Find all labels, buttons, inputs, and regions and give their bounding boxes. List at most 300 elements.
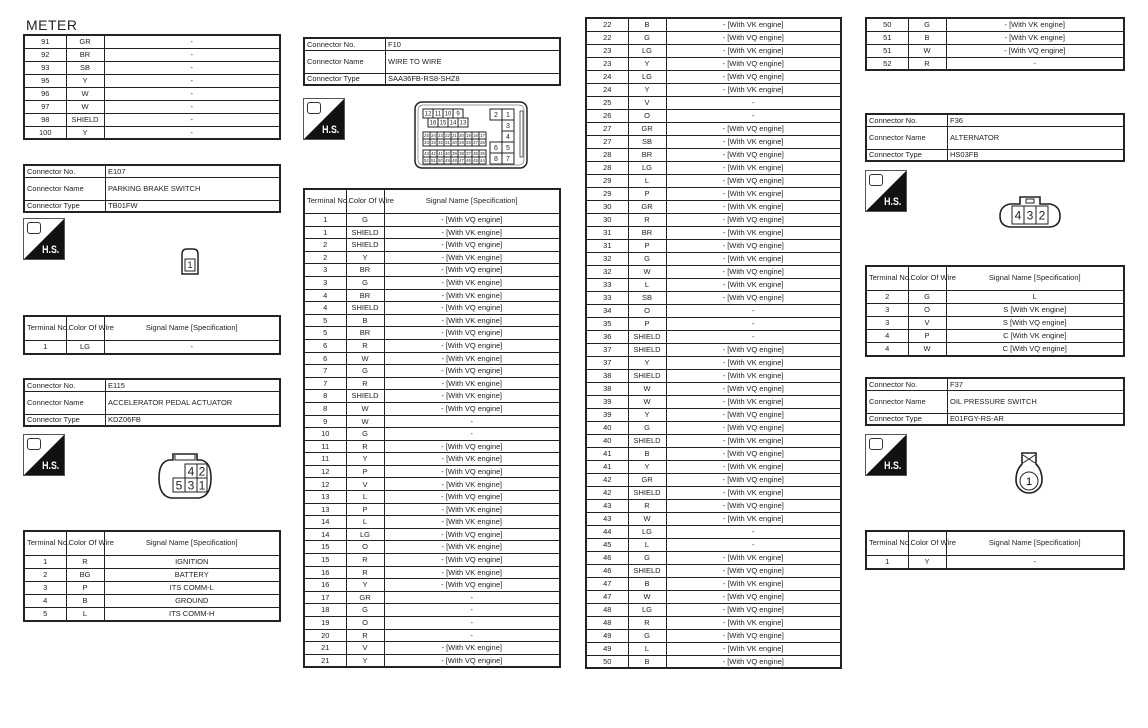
wire-color: P	[346, 465, 384, 478]
pin-number: 5	[175, 478, 183, 493]
wire-color: GR	[628, 473, 666, 486]
terminal-no: 14	[304, 516, 346, 529]
signal-name: - [With VK engine]	[384, 516, 560, 529]
wire-color: BR	[346, 264, 384, 277]
terminal-no: 96	[24, 87, 66, 100]
terminal-no: 47	[586, 590, 628, 603]
signal-name: IGNITION	[104, 556, 280, 569]
signal-name: - [With VQ engine]	[666, 408, 841, 421]
table-row	[24, 126, 280, 139]
pin-number: 17	[480, 133, 485, 139]
table-row	[24, 35, 280, 48]
connector-no-label: Connector No.	[24, 379, 106, 391]
wire-color: SHIELD	[346, 226, 384, 239]
terminal-no: 15	[304, 541, 346, 554]
table-row	[304, 516, 560, 529]
connector-type-label: Connector Type	[866, 149, 948, 161]
table-row	[586, 31, 841, 44]
pin-number: 31	[445, 140, 450, 146]
header-terminal: Terminal No.	[866, 531, 908, 556]
connector-name-value: ACCELERATOR PEDAL ACTUATOR	[106, 391, 281, 414]
terminal-no: 9	[304, 415, 346, 428]
wire-color: B	[346, 314, 384, 327]
pin-number: 4	[506, 134, 510, 142]
e115-connector-diagram	[155, 450, 215, 502]
signal-name: -	[666, 525, 841, 538]
signal-name: - [With VK engine]	[666, 434, 841, 447]
terminal-no: 14	[304, 528, 346, 541]
connector-info-f36	[865, 113, 1125, 162]
wire-color: G	[346, 276, 384, 289]
connector-no-label: Connector No.	[866, 114, 948, 126]
wire-color: W	[908, 343, 946, 356]
f10-terminal-table-1	[303, 188, 561, 668]
pin-number: 5	[506, 145, 510, 153]
terminal-no: 3	[24, 582, 66, 595]
signal-name: -	[384, 629, 560, 642]
table-header	[24, 316, 280, 341]
pin-number: 51	[431, 158, 436, 164]
signal-name: -	[666, 96, 841, 109]
table-row	[586, 239, 841, 252]
table-row	[304, 377, 560, 390]
terminal-no: 52	[866, 57, 908, 70]
f10-terminal-table-2	[585, 17, 842, 669]
terminal-no: 46	[586, 564, 628, 577]
signal-name: - [With VK engine]	[384, 251, 560, 264]
header-signal: Signal Name [Specification]	[104, 531, 280, 556]
connector-info-f10	[303, 37, 561, 86]
wire-color: O	[628, 109, 666, 122]
header-signal: Signal Name [Specification]	[946, 531, 1124, 556]
wire-color: V	[346, 642, 384, 655]
wire-color: B	[66, 595, 104, 608]
table-row	[586, 382, 841, 395]
signal-name: - [With VQ engine]	[666, 70, 841, 83]
terminal-no: 2	[304, 251, 346, 264]
wire-color: BR	[628, 226, 666, 239]
wire-color: R	[346, 566, 384, 579]
terminal-no: 21	[304, 654, 346, 667]
wire-color: SHIELD	[628, 343, 666, 356]
terminal-no: 45	[586, 538, 628, 551]
terminal-no: 47	[586, 577, 628, 590]
signal-name: - [With VK engine]	[666, 135, 841, 148]
terminal-no: 1	[866, 556, 908, 569]
table-row	[304, 528, 560, 541]
wire-color: B	[628, 655, 666, 668]
signal-name: - [With VK engine]	[666, 616, 841, 629]
harness-side-icon	[303, 98, 345, 140]
terminal-no: 27	[586, 135, 628, 148]
table-row	[586, 252, 841, 265]
table-row	[586, 421, 841, 434]
signal-name: - [With VK engine]	[384, 314, 560, 327]
terminal-no: 32	[586, 265, 628, 278]
wire-color: SHIELD	[346, 302, 384, 315]
wire-color: L	[346, 516, 384, 529]
wire-color: P	[908, 330, 946, 343]
signal-name: -	[946, 57, 1124, 70]
terminal-no: 3	[304, 276, 346, 289]
wire-color: L	[346, 491, 384, 504]
wire-color: LG	[628, 525, 666, 538]
table-row	[866, 31, 1124, 44]
signal-name: - [With VQ engine]	[384, 239, 560, 252]
connector-info-e107	[23, 164, 281, 213]
f36-connector-diagram	[998, 194, 1062, 230]
signal-name: - [With VK engine]	[666, 395, 841, 408]
signal-name: - [With VQ engine]	[666, 239, 841, 252]
terminal-no: 3	[866, 304, 908, 317]
signal-name: - [With VK engine]	[666, 278, 841, 291]
terminal-no: 1	[304, 214, 346, 227]
wire-color: Y	[628, 356, 666, 369]
table-row	[586, 551, 841, 564]
terminal-no: 8	[304, 390, 346, 403]
connector-name-label: Connector Name	[866, 126, 948, 149]
pin-number: 2	[198, 464, 206, 479]
table-row	[586, 213, 841, 226]
terminal-no: 19	[304, 617, 346, 630]
terminal-no: 1	[24, 341, 66, 354]
terminal-no: 49	[586, 642, 628, 655]
terminal-no: 31	[586, 239, 628, 252]
pin-number: 14	[449, 120, 457, 127]
table-row	[586, 291, 841, 304]
table-row	[586, 226, 841, 239]
connector-type-label: Connector Type	[24, 414, 106, 426]
wire-color: W	[628, 395, 666, 408]
wire-color: Y	[908, 556, 946, 569]
table-row	[586, 512, 841, 525]
pin-number: 18	[473, 133, 478, 139]
wire-color: SB	[628, 135, 666, 148]
terminal-no: 3	[304, 264, 346, 277]
terminal-no: 92	[24, 48, 66, 61]
terminal-no: 4	[866, 343, 908, 356]
terminal-no: 43	[586, 512, 628, 525]
pin-number: 30	[452, 140, 457, 146]
pin-number: 20	[459, 133, 464, 139]
terminal-no: 39	[586, 395, 628, 408]
terminal-no: 48	[586, 603, 628, 616]
header-wire: Color Of Wire	[66, 531, 104, 556]
pin-number: 36	[473, 151, 478, 157]
table-row	[304, 352, 560, 365]
table-row	[586, 96, 841, 109]
table-row	[24, 556, 280, 569]
signal-name: - [With VK engine]	[666, 226, 841, 239]
table-row	[586, 395, 841, 408]
header-wire: Color Of Wire	[346, 189, 384, 214]
terminal-no: 4	[304, 302, 346, 315]
terminal-no: 4	[866, 330, 908, 343]
table-row	[586, 122, 841, 135]
terminal-no: 7	[304, 365, 346, 378]
pin-number: 10	[444, 111, 452, 118]
terminal-no: 25	[586, 96, 628, 109]
pin-number: 16	[429, 120, 437, 127]
connector-name-label: Connector Name	[24, 177, 106, 200]
table-row	[586, 434, 841, 447]
terminal-no: 1	[304, 226, 346, 239]
table-row	[586, 629, 841, 642]
pin-number: 15	[439, 120, 447, 127]
signal-name: - [With VQ engine]	[666, 343, 841, 356]
pin-number: 34	[424, 140, 429, 146]
table-row	[586, 538, 841, 551]
header-signal: Signal Name [Specification]	[946, 266, 1124, 291]
pin-number: 45	[473, 158, 478, 164]
terminal-no: 37	[586, 356, 628, 369]
table-row	[304, 226, 560, 239]
table-row	[304, 327, 560, 340]
wire-color: SHIELD	[346, 239, 384, 252]
connector-type-label: Connector Type	[866, 413, 948, 425]
table-row	[304, 465, 560, 478]
terminal-no: 41	[586, 460, 628, 473]
wire-color: P	[66, 582, 104, 595]
wire-color: SHIELD	[628, 330, 666, 343]
wire-color: R	[66, 556, 104, 569]
signal-name: - [With VK engine]	[384, 478, 560, 491]
signal-name: - [With VK engine]	[384, 566, 560, 579]
table-row	[586, 330, 841, 343]
wire-color: W	[628, 265, 666, 278]
wire-color: L	[628, 278, 666, 291]
wire-color: W	[628, 590, 666, 603]
wire-color: GR	[628, 122, 666, 135]
wire-color: G	[346, 214, 384, 227]
connector-type-value: SAA36FB-RS8-SHZ8	[386, 73, 561, 85]
wire-color: L	[628, 174, 666, 187]
table-row	[586, 447, 841, 460]
terminal-no: 2	[304, 239, 346, 252]
pin-number: 47	[459, 158, 464, 164]
wire-color: G	[628, 421, 666, 434]
wire-color: G	[346, 365, 384, 378]
signal-name: -	[384, 428, 560, 441]
signal-name: ITS COMM-H	[104, 608, 280, 621]
wire-color: O	[908, 304, 946, 317]
header-terminal: Terminal No.	[24, 531, 66, 556]
signal-name: - [With VK engine]	[666, 44, 841, 57]
signal-name: - [With VQ engine]	[666, 57, 841, 70]
table-row	[866, 343, 1124, 356]
terminal-no: 5	[304, 314, 346, 327]
header-signal: Signal Name [Specification]	[104, 316, 280, 341]
terminal-no: 51	[866, 44, 908, 57]
table-row	[586, 109, 841, 122]
wire-color: GR	[628, 200, 666, 213]
wire-color: B	[628, 447, 666, 460]
table-row	[866, 18, 1124, 31]
table-row	[304, 276, 560, 289]
wire-color: W	[346, 352, 384, 365]
table-row	[24, 341, 280, 354]
table-row	[586, 304, 841, 317]
signal-name: - [With VK engine]	[384, 642, 560, 655]
table-row	[304, 541, 560, 554]
connector-type-value: TB01FW	[106, 200, 281, 212]
signal-name: - [With VK engine]	[384, 503, 560, 516]
wire-color: SHIELD	[346, 390, 384, 403]
signal-name: - [With VK engine]	[946, 31, 1124, 44]
table-row	[586, 187, 841, 200]
table-row	[866, 556, 1124, 569]
table-row	[304, 214, 560, 227]
wire-color: W	[346, 415, 384, 428]
wire-color: SHIELD	[628, 564, 666, 577]
pin-number: 41	[438, 151, 443, 157]
signal-name: - [With VQ engine]	[384, 214, 560, 227]
terminal-no: 2	[24, 569, 66, 582]
connector-type-label: Connector Type	[304, 73, 386, 85]
connector-type-value: KDZ06FB	[106, 414, 281, 426]
terminal-no: 24	[586, 83, 628, 96]
hs-label: H.S.	[883, 196, 901, 208]
wire-color: Y	[66, 126, 104, 139]
table-row	[586, 603, 841, 616]
wire-color: SB	[66, 61, 104, 74]
signal-name: -	[384, 604, 560, 617]
pin-number: 24	[431, 133, 436, 139]
signal-name: -	[666, 538, 841, 551]
wire-color: BR	[628, 148, 666, 161]
signal-name: -	[666, 317, 841, 330]
signal-name: - [With VQ engine]	[666, 122, 841, 135]
signal-name: - [With VQ engine]	[666, 382, 841, 395]
table-row	[586, 356, 841, 369]
signal-name: -	[384, 415, 560, 428]
signal-name: -	[104, 48, 280, 61]
hs-label: H.S.	[883, 460, 901, 472]
wire-color: BR	[66, 48, 104, 61]
wire-color: B	[628, 18, 666, 31]
terminal-no: 40	[586, 421, 628, 434]
wire-color: L	[628, 538, 666, 551]
table-header	[304, 189, 560, 214]
terminal-no: 30	[586, 213, 628, 226]
signal-name: -	[104, 113, 280, 126]
pin-number: 6	[494, 145, 498, 153]
wire-color: LG	[628, 70, 666, 83]
e115-terminal-table	[23, 530, 281, 622]
signal-name: C [With VK engine]	[946, 330, 1124, 343]
signal-name: - [With VK engine]	[384, 541, 560, 554]
table-row	[866, 304, 1124, 317]
wire-color: G	[908, 291, 946, 304]
pin-number: 8	[494, 156, 498, 164]
connector-glyph-icon	[27, 438, 41, 450]
terminal-no: 12	[304, 478, 346, 491]
terminal-no: 27	[586, 122, 628, 135]
harness-side-icon	[23, 218, 65, 260]
terminal-no: 43	[586, 499, 628, 512]
page-title: METER	[26, 17, 78, 33]
wire-color: SHIELD	[628, 434, 666, 447]
signal-name: S [With VQ engine]	[946, 317, 1124, 330]
wire-color: R	[628, 616, 666, 629]
wire-color: LG	[346, 528, 384, 541]
pin-number: 48	[452, 158, 457, 164]
wire-color: W	[908, 44, 946, 57]
signal-name: - [With VQ engine]	[946, 44, 1124, 57]
table-row	[304, 415, 560, 428]
signal-name: - [With VQ engine]	[666, 447, 841, 460]
table-row	[304, 491, 560, 504]
terminal-no: 42	[586, 473, 628, 486]
f10-connector-diagram	[414, 101, 530, 171]
terminal-no: 23	[586, 57, 628, 70]
connector-glyph-icon	[869, 174, 883, 186]
wire-color: W	[346, 402, 384, 415]
signal-name: -	[104, 100, 280, 113]
wire-color: B	[628, 577, 666, 590]
signal-name: -	[104, 61, 280, 74]
wire-color: LG	[628, 161, 666, 174]
pin-number: 49	[445, 158, 450, 164]
terminal-no: 48	[586, 616, 628, 629]
pin-number: 9	[456, 111, 460, 118]
f36-terminal-table	[865, 265, 1125, 357]
pin-number: 1	[198, 478, 206, 493]
signal-name: C [With VQ engine]	[946, 343, 1124, 356]
wire-color: GR	[66, 35, 104, 48]
pin-number: 33	[431, 140, 436, 146]
connector-glyph-icon	[869, 438, 883, 450]
pin-number: 4	[1014, 208, 1022, 223]
signal-name: - [With VQ engine]	[384, 528, 560, 541]
table-row	[304, 642, 560, 655]
table-row	[586, 460, 841, 473]
wire-color: R	[346, 377, 384, 390]
table-row	[586, 473, 841, 486]
terminal-no: 13	[304, 503, 346, 516]
f37-terminal-table	[865, 530, 1125, 570]
table-row	[586, 83, 841, 96]
wire-color: Y	[346, 251, 384, 264]
terminal-no: 30	[586, 200, 628, 213]
terminal-no: 32	[586, 252, 628, 265]
table-row	[304, 302, 560, 315]
wire-color: LG	[628, 603, 666, 616]
signal-name: - [With VQ engine]	[666, 31, 841, 44]
terminal-no: 98	[24, 113, 66, 126]
signal-name: -	[104, 126, 280, 139]
terminal-no: 44	[586, 525, 628, 538]
wire-color: G	[346, 604, 384, 617]
terminal-no: 29	[586, 187, 628, 200]
signal-name: - [With VK engine]	[666, 577, 841, 590]
table-row	[304, 339, 560, 352]
signal-name: -	[104, 87, 280, 100]
wire-color: V	[908, 317, 946, 330]
wire-color: B	[908, 31, 946, 44]
terminal-no: 50	[866, 18, 908, 31]
table-row	[586, 200, 841, 213]
pin-number: 1	[506, 112, 510, 120]
pin-number: 27	[473, 140, 478, 146]
table-row	[304, 617, 560, 630]
header-wire: Color Of Wire	[908, 531, 946, 556]
pin-number: 32	[438, 140, 443, 146]
connector-no-value: E107	[106, 165, 281, 177]
e107-terminal-table	[23, 315, 281, 355]
table-row	[304, 365, 560, 378]
terminal-no: 34	[586, 304, 628, 317]
